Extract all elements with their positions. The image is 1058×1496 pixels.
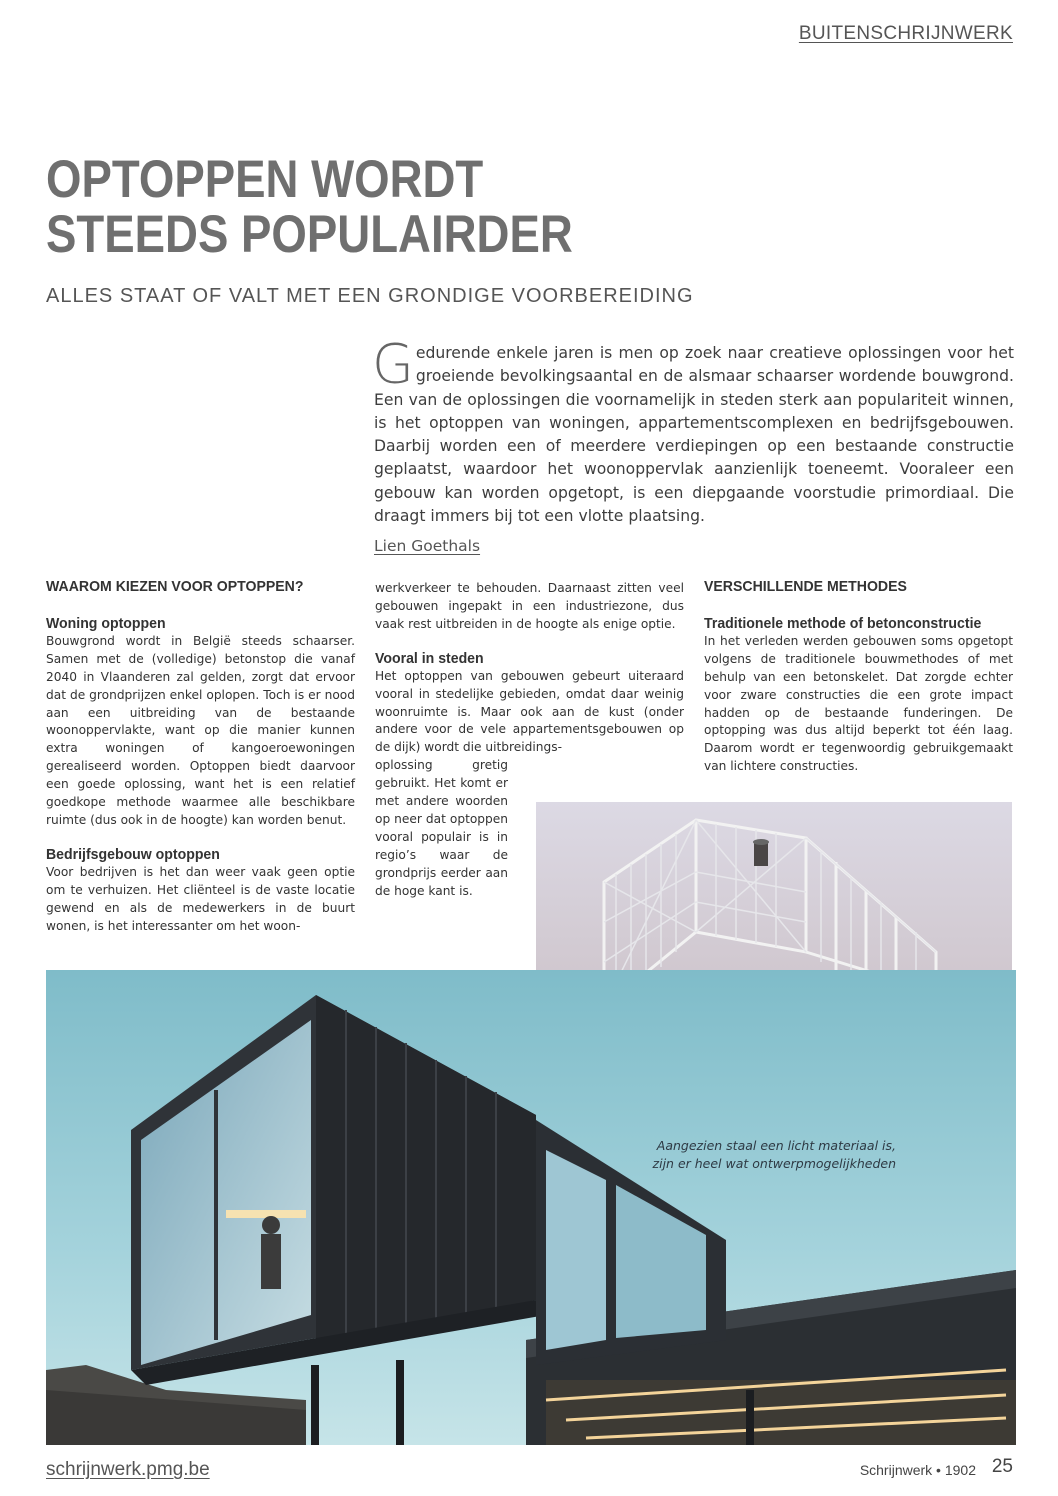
article-subtitle: ALLES STAAT OF VALT MET EEN GRONDIGE VOORBEREIDING	[46, 285, 694, 307]
paragraph-traditioneel: In het verleden werden gebouwen soms opgetopt volgens de traditionele bouwmethodes of met behulp van een betonskelet. Dat zorgde echter voor zware constructies die een grote impact hadden op de bestaande funderingen. De optopping was dus altijd beperkt tot één laag. Daarom wordt er tegenwoordig gebruikgemaakt van lichtere constructies.	[704, 633, 1013, 774]
photo-caption	[560, 1137, 896, 1173]
page-number: 25	[991, 1456, 1013, 1477]
paragraph-steden: Het optoppen van gebouwen gebeurt uiteraard vooral in stedelijke gebieden, omdat daar weinig woonruimte is. Maar ook aan de kust (onder andere voor de vele appartementsgebouwen op de dijk) wordt die uitbreidings-	[375, 668, 684, 755]
caption-line-2: zijn er heel wat ontwerpmogelijkheden	[652, 1156, 896, 1171]
caption-line-1: Aangezien staal een licht materiaal is,	[656, 1138, 896, 1153]
section-heading-methods: VERSCHILLENDE METHODES	[704, 578, 907, 595]
cantilever-building-illustration	[46, 970, 1016, 1445]
section-tag[interactable]: BUITENSCHRIJNWERK	[798, 23, 1013, 44]
subheading-traditioneel: Traditionele methode of betonconstructie	[704, 614, 982, 632]
paragraph-continued: werkverkeer te behouden. Daarnaast zitten veel gebouwen ingepakt in een industriezone, dus vaak rest uitbreiden in de hoogte als enige optie.	[375, 581, 684, 631]
title-line-1: OPTOPPEN WORDT	[46, 150, 484, 209]
column-1	[46, 578, 355, 936]
article-title	[46, 152, 648, 262]
paragraph-bedrijfsgebouw: Voor bedrijven is het dan weer vaak geen optie om te verhuizen. Het cliënteel is de vaste locatie gewend en als de medewerkers in de buurt wonen, is het interessanter om het woon-	[46, 864, 355, 933]
intro-paragraph	[372, 333, 1014, 528]
paragraph-woning: Bouwgrond wordt in België steeds schaarser. Samen met de (volledige) betonstop die vanaf 2040 in Vlaanderen zal gelden, zorgt dat ervoor dat de grondprijzen enkel oplopen. Toch is er nood aan een uitbreiding van de bestaande woonoppervlakte, want op die manier kunnen extra woningen of kangoeroewoningen gerealiseerd worden. Optoppen biedt daarvoor een goede oplossing, want het is een relatief goedkope methode waarmee alle beschikbare ruimte (dus ook in de hoogte) kan worden benut.	[46, 633, 355, 827]
paragraph-steden-wrap: oplossing gretig gebruikt. Het komt er met andere woorden op neer dat optoppen vooral populair is in regio’s waar de grondprijs eerder aan de hoge kant is.	[375, 758, 508, 898]
subheading-woning: Woning optoppen	[46, 614, 166, 632]
cantilever-building-photo	[46, 970, 1016, 1445]
author-byline[interactable]: Lien Goethals	[374, 537, 481, 555]
magazine-issue: Schrijnwerk • 1902	[859, 1462, 976, 1478]
section-heading-why: WAAROM KIEZEN VOOR OPTOPPEN?	[46, 578, 304, 595]
subheading-bedrijfsgebouw: Bedrijfsgebouw optoppen	[46, 845, 220, 863]
title-line-2: STEEDS POPULAIRDER	[46, 205, 573, 264]
subheading-steden: Vooral in steden	[375, 649, 484, 667]
column-3	[704, 578, 1013, 776]
intro-text: edurende enkele jaren is men op zoek naar creatieve oplossingen voor het groeiende bevolkingsaantal en de alsmaar schaarser wordende bouwgrond. Een van de oplossingen die voornamelijk in steden sterk aan populariteit winnen, is het optoppen van woningen, appartementscomplexen en bedrijfsgebouwen. Daarbij worden een of meerdere verdiepingen op een bestaande constructie geplaatst, waardoor het woonoppervlak aanzienlijk toeneemt. Vooraleer een gebouw kan worden opgetopt, is een diepgaande voorstudie primordiaal. Die draagt immers bij tot een vlotte plaatsing.	[374, 344, 1014, 526]
website-link[interactable]: schrijnwerk.pmg.be	[46, 1459, 210, 1480]
drop-cap: G	[372, 333, 414, 396]
